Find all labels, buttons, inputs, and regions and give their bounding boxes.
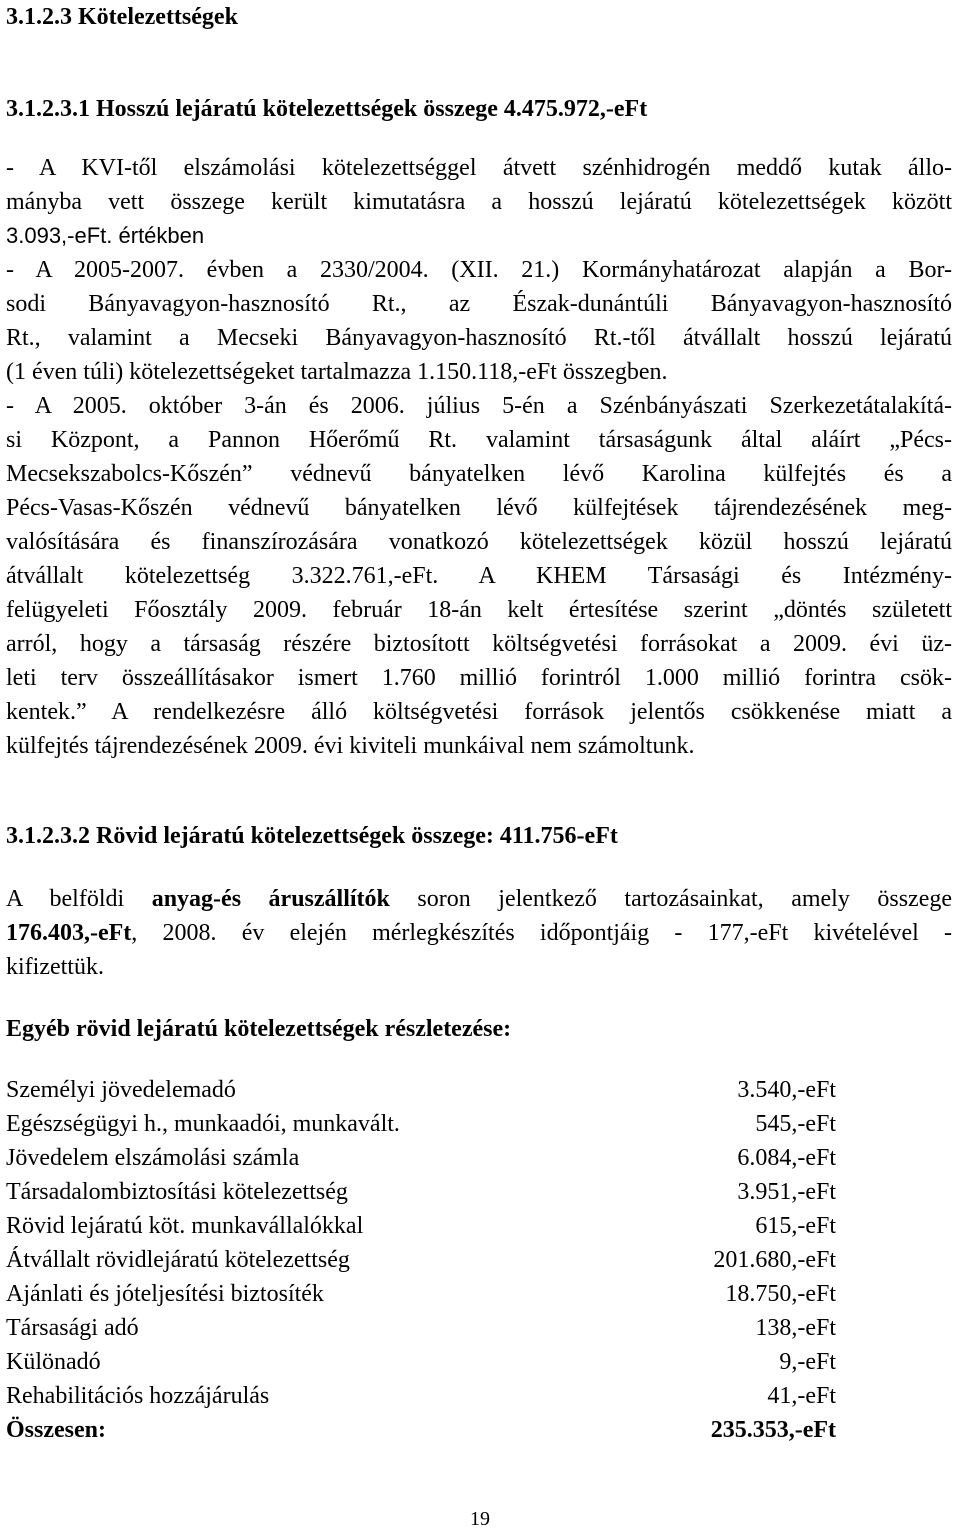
bold-text-run: 176.403,-eFt [6,920,132,946]
row-label: Jövedelem elszámolási számla [6,1145,300,1171]
page-number: 19 [470,1508,490,1530]
table-total-row [6,1413,836,1447]
table-row [6,1209,836,1243]
text-run: , 2008. év elején mérlegkészítés időpontjáig - 177,-eFt kivételével - [131,920,952,946]
paragraph-line: Mecsekszabolcs-Kőszén” védnevű bányatelken lévő Karolina külfejtés és a [6,461,952,487]
row-label: Rehabilitációs hozzájárulás [6,1383,270,1409]
row-label: Ajánlati és jóteljesítési biztosíték [6,1281,324,1307]
row-label: Egészségügyi h., munkaadói, munkavált. [6,1111,400,1137]
total-value: 235.353,-eFt [710,1417,836,1443]
row-label: Különadó [6,1349,101,1375]
paragraph-line: átvállalt kötelezettség 3.322.761,-eFt. A KHEM Társasági és Intézmény- [6,563,952,589]
table-row [6,1141,836,1175]
table-row [6,1345,836,1379]
paragraph-line: felügyeleti Főosztály 2009. február 18-án kelt értesítése szerint „döntés született [6,597,952,623]
paragraph-line: valósítására és finanszírozására vonatkozó kötelezettségek közül hosszú lejáratú [6,529,952,555]
row-value: 41,-eFt [767,1383,836,1409]
row-value: 615,-eFt [755,1213,836,1239]
other-liabilities-table [6,1073,836,1447]
text-run: A belföldi [6,886,152,912]
row-label: Társadalombiztosítási kötelezettség [6,1179,348,1205]
table-row [6,1277,836,1311]
table-row [6,1379,836,1413]
paragraph-line: Rt., valamint a Mecseki Bányavagyon-hasznosító Rt.-től átvállalt hosszú lejáratú [6,325,952,351]
paragraph-line: sodi Bányavagyon-hasznosító Rt., az Észak-dunántúli Bányavagyon-hasznosító [6,291,952,317]
bold-text-run: anyag-és áruszállítók [151,886,390,912]
other-liabilities-heading: Egyéb rövid lejáratú kötelezettségek részletezése: [6,1016,512,1042]
paragraph-line: kentek.” A rendelkezésre álló költségvetési források jelentős csökkenése miatt a [6,699,952,725]
paragraph-line: - A KVI-től elszámolási kötelezettséggel átvett szénhidrogén meddő kutak állo- [6,155,952,181]
paragraph-line: kifizettük. [6,954,104,980]
row-value: 3.951,-eFt [737,1179,836,1205]
total-label: Összesen: [6,1417,106,1443]
row-value: 6.084,-eFt [737,1145,836,1171]
row-value: 545,-eFt [755,1111,836,1137]
section-heading: 3.1.2.3 Kötelezettségek [6,4,238,30]
paragraph-line: - A 2005-2007. évben a 2330/2004. (XII. 21.) Kormányhatározat alapján a Bor- [6,257,952,283]
row-label: Társasági adó [6,1315,139,1341]
row-value: 9,-eFt [779,1349,836,1375]
table-row [6,1073,836,1107]
long-term-liabilities-heading: 3.1.2.3.1 Hosszú lejáratú kötelezettségek összege 4.475.972,-eFt [6,96,648,122]
short-term-liabilities-paragraph [6,882,952,984]
paragraph-line [6,916,952,950]
row-value: 3.540,-eFt [737,1077,836,1103]
text-run: soron jelentkező tartozásainkat, amely összege [389,886,953,912]
paragraph-line: külfejtés tájrendezésének 2009. évi kiviteli munkáival nem számoltunk. [6,733,695,759]
row-value: 138,-eFt [755,1315,836,1341]
row-label: Átvállalt rövidlejáratú kötelezettség [6,1247,350,1273]
paragraph-line: leti terv összeállításakor ismert 1.760 millió forintról 1.000 millió forintra csök- [6,665,952,691]
table-row [6,1175,836,1209]
paragraph-line: si Központ, a Pannon Hőerőmű Rt. valamint társaságunk által aláírt „Pécs- [6,427,952,453]
row-label: Személyi jövedelemadó [6,1077,236,1103]
table-row [6,1311,836,1345]
table-row [6,1107,836,1141]
table-row [6,1243,836,1277]
paragraph-line: Pécs-Vasas-Kőszén védnevű bányatelken lévő külfejtések tájrendezésének meg- [6,495,952,521]
paragraph-line [6,882,952,916]
paragraph-line: arról, hogy a társaság részére biztosított költségvetési forrásokat a 2009. évi üz- [6,631,952,657]
row-label: Rövid lejáratú köt. munkavállalókkal [6,1213,364,1239]
long-term-liabilities-paragraph [6,151,952,763]
short-term-liabilities-heading: 3.1.2.3.2 Rövid lejáratú kötelezettségek összege: 411.756-eFt [6,823,618,849]
row-value: 18.750,-eFt [725,1281,836,1307]
paragraph-line: mányba vett összege került kimutatásra a hosszú lejáratú kötelezettségek között [6,189,952,215]
paragraph-line: (1 éven túli) kötelezettségeket tartalmazza 1.150.118,-eFt összegben. [6,359,668,385]
row-value: 201.680,-eFt [713,1247,836,1273]
paragraph-line: 3.093,-eFt. értékben [6,223,205,248]
paragraph-line: - A 2005. október 3-án és 2006. július 5-én a Szénbányászati Szerkezetátalakítá- [6,393,952,419]
